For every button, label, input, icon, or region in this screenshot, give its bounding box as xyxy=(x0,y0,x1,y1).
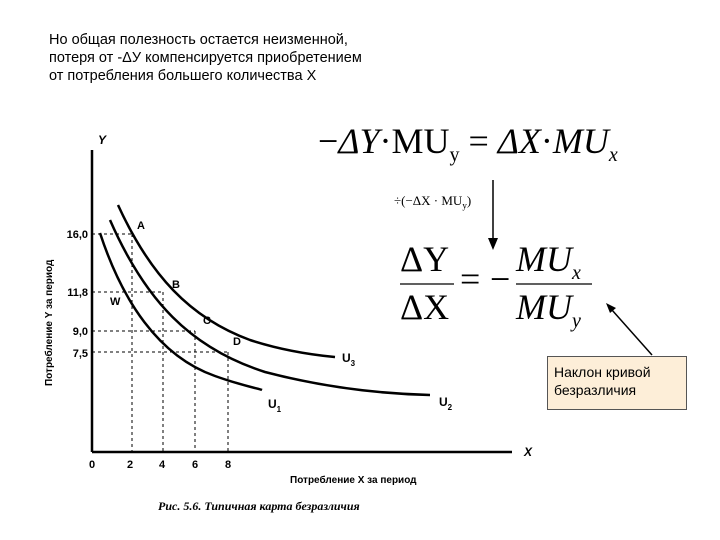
point-label-c: C xyxy=(203,315,211,327)
curve-label-u1: $U_1$ xyxy=(268,397,282,414)
x-tick: 8 xyxy=(224,459,232,471)
fraction-den-left: ΔX xyxy=(400,287,450,327)
arrow-down-head xyxy=(488,238,498,250)
y-axis-title: Потребление Y за период xyxy=(44,259,55,386)
x-tick: 2 xyxy=(126,459,134,471)
slope-note xyxy=(547,356,687,410)
point-label-a: A xyxy=(137,220,145,232)
y-tick: 11,8 xyxy=(67,287,88,299)
formula-divisor: $\div(-\Delta X \cdot MU_y)$ xyxy=(394,193,472,211)
arrow-diagonal xyxy=(612,310,652,355)
formula-top: $-\Delta Y\cdot MU_y = \Delta X\cdot MU_x$ xyxy=(318,121,618,167)
fraction-num-right: $MU_x$ xyxy=(516,239,581,285)
x-axis-letter: X xyxy=(524,445,533,459)
x-tick: 6 xyxy=(191,459,199,471)
intro-line: Но общая полезность остается неизменной, xyxy=(49,32,348,48)
y-tick: 7,5 xyxy=(72,348,88,360)
curve-u2 xyxy=(110,220,430,395)
x-tick: 0 xyxy=(88,459,96,471)
y-tick: 9,0 xyxy=(72,326,88,338)
intro-line: потеря от -ΔУ компенсируется приобретением xyxy=(49,50,362,66)
x-axis-title: Потребление X за период xyxy=(290,475,417,486)
fraction-equals: = xyxy=(460,259,481,299)
fraction-num-left: ΔY xyxy=(400,239,450,279)
y-axis-letter: Y xyxy=(98,133,107,147)
point-label-d: D xyxy=(233,336,241,348)
point-label-w: W xyxy=(110,296,121,308)
curve-u1 xyxy=(100,233,262,390)
y-tick: 16,0 xyxy=(66,229,88,241)
slope-note-line: Наклон кривой xyxy=(554,364,651,380)
curve-label-u2: $U_2$ xyxy=(439,395,453,412)
figure-caption: Рис. 5.6. Типичная карта безразличия xyxy=(158,499,360,513)
point-label-b: B xyxy=(172,279,180,291)
fraction-den-right: $MU_y$ xyxy=(516,287,581,333)
slope-note-line: безразличия xyxy=(554,382,637,398)
intro-line: от потребления большего количества Х xyxy=(49,68,317,84)
curve-label-u3: $U_3$ xyxy=(342,351,356,368)
x-tick: 4 xyxy=(158,459,166,471)
fraction-minus: − xyxy=(490,259,511,299)
curve-u3 xyxy=(118,205,335,357)
arrow-diagonal-head xyxy=(606,303,616,313)
